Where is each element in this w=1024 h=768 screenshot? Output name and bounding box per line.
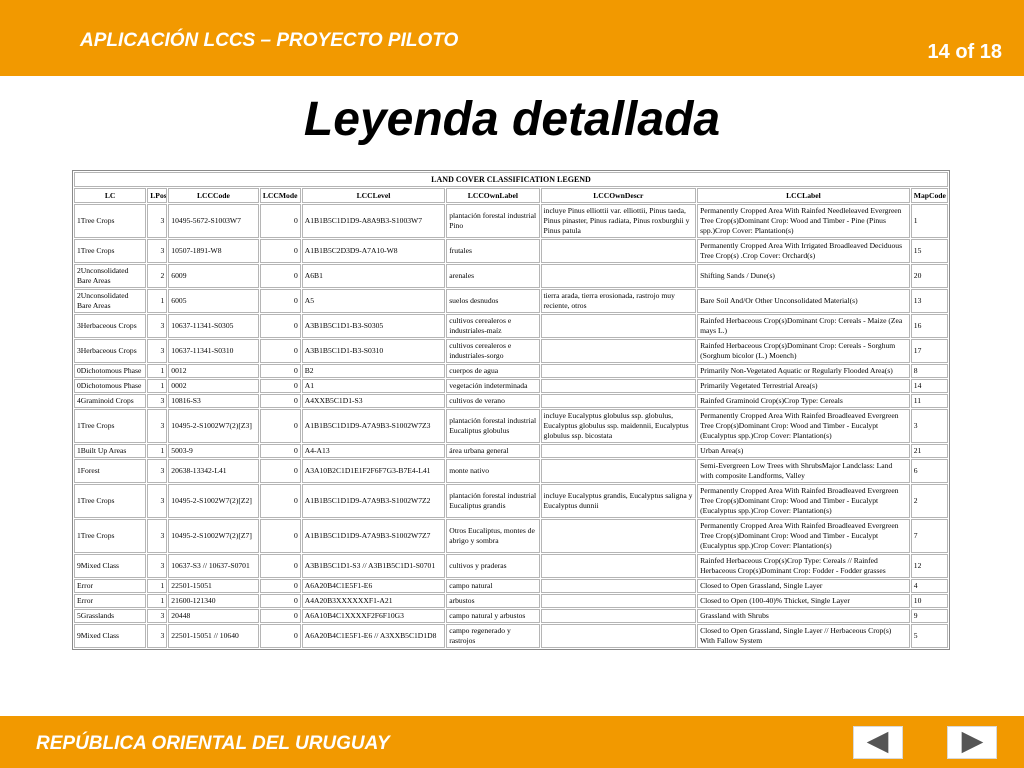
table-cell: 6 — [911, 459, 948, 483]
table-cell: 14 — [911, 379, 948, 393]
table-cell: Otros Eucaliptus, montes de abrigo y sombra — [446, 519, 539, 553]
table-cell: 0 — [260, 609, 301, 623]
table-cell — [541, 554, 697, 578]
table-cell: 1 — [147, 444, 167, 458]
table-cell: 0 — [260, 519, 301, 553]
table-cell: 5003-9 — [168, 444, 258, 458]
table-cell: 0 — [260, 594, 301, 608]
table-cell: 0012 — [168, 364, 258, 378]
table-cell: incluye Eucalyptus grandis, Eucalyptus saligna y Eucalyptus dunnii — [541, 484, 697, 518]
table-cell: Grassland with Shrubs — [697, 609, 910, 623]
table-cell: 22501-15051 // 10640 — [168, 624, 258, 648]
table-cell: cultivos cerealeros e industriales-maíz — [446, 314, 539, 338]
table-cell: 0 — [260, 484, 301, 518]
table-cell: 1Tree Crops — [74, 409, 146, 443]
table-cell: Rainfed Herbaceous Crop(s)Dominant Crop: Cereals - Sorghum (Sorghum bicolor (L.) Moench) — [697, 339, 910, 363]
table-cell: 0 — [260, 394, 301, 408]
table-cell: 3Herbaceous Crops — [74, 314, 146, 338]
table-cell: Primarily Vegetated Terrestrial Area(s) — [697, 379, 910, 393]
table-cell: 10637-S3 // 10637-S0701 — [168, 554, 258, 578]
table-cell: área urbana general — [446, 444, 539, 458]
table-cell: 0 — [260, 379, 301, 393]
slide-counter: 14 of 18 — [927, 41, 1002, 63]
table-cell: 0 — [260, 579, 301, 593]
country-name: REPÚBLICA ORIENTAL DEL URUGUAY — [36, 733, 390, 754]
column-header: LCCMode — [260, 188, 301, 203]
table-cell: 2Unconsolidated Bare Areas — [74, 289, 146, 313]
table-row — [74, 239, 948, 263]
column-header: LCCLabel — [697, 188, 910, 203]
table-row — [74, 484, 948, 518]
table-cell: monte nativo — [446, 459, 539, 483]
table-cell: A4-A13 — [302, 444, 445, 458]
table-cell: 10816-S3 — [168, 394, 258, 408]
table-cell: Permanently Cropped Area With Rainfed Broadleaved Evergreen Tree Crop(s)Dominant Crop: Wood and Timber - Eucalypt (Eucalyptus spp.)Crop Cover: Plantation(s) — [697, 519, 910, 553]
table-row — [74, 594, 948, 608]
table-cell: 0 — [260, 554, 301, 578]
table-cell: Shifting Sands / Dune(s) — [697, 264, 910, 288]
table-cell: 11 — [911, 394, 948, 408]
legend-table-container — [72, 170, 950, 650]
table-cell: 20638-13342-L41 — [168, 459, 258, 483]
table-cell: 1Forest — [74, 459, 146, 483]
table-cell: 1 — [147, 579, 167, 593]
table-cell: 3 — [147, 314, 167, 338]
table-cell: A3B1B5C1D1-B3-S0310 — [302, 339, 445, 363]
table-cell: campo natural — [446, 579, 539, 593]
table-cell: cultivos cerealeros e industriales-sorgo — [446, 339, 539, 363]
legend-table — [72, 170, 950, 650]
table-row — [74, 204, 948, 238]
column-header: LCCOwnLabel — [446, 188, 539, 203]
table-row — [74, 339, 948, 363]
table-cell: arenales — [446, 264, 539, 288]
table-cell: 3 — [911, 409, 948, 443]
table-cell: 1Tree Crops — [74, 204, 146, 238]
table-cell: 3 — [147, 409, 167, 443]
table-cell: 1 — [147, 594, 167, 608]
table-cell — [541, 444, 697, 458]
table-cell: A1B1B5C2D3D9-A7A10-W8 — [302, 239, 445, 263]
table-cell: 10 — [911, 594, 948, 608]
table-cell: 1Tree Crops — [74, 519, 146, 553]
table-cell: 1 — [911, 204, 948, 238]
table-cell: campo natural y arbustos — [446, 609, 539, 623]
table-cell: frutales — [446, 239, 539, 263]
table-cell: 17 — [911, 339, 948, 363]
table-row — [74, 554, 948, 578]
column-header: LCCCode — [168, 188, 258, 203]
table-cell: 2 — [147, 264, 167, 288]
table-cell — [541, 364, 697, 378]
table-cell: 10637-11341-S0310 — [168, 339, 258, 363]
table-cell: 3 — [147, 484, 167, 518]
table-cell: A6A10B4C1XXXXF2F6F10G3 — [302, 609, 445, 623]
table-cell: 3 — [147, 239, 167, 263]
table-cell: 20 — [911, 264, 948, 288]
column-header: LCCOwnDescr — [541, 188, 697, 203]
table-cell: 5 — [911, 624, 948, 648]
table-cell: incluye Eucalyptus globulus ssp. globulus, Eucalyptus globulus ssp. maidennii, Eucalyptus globulus ssp. bicostata — [541, 409, 697, 443]
table-cell: A4XXB5C1D1-S3 — [302, 394, 445, 408]
table-cell: A1 — [302, 379, 445, 393]
arrow-left-icon — [854, 727, 902, 758]
table-cell — [541, 394, 697, 408]
table-cell: 0 — [260, 264, 301, 288]
column-header: MapCode — [911, 188, 948, 203]
table-row — [74, 444, 948, 458]
column-header: LCCLevel — [302, 188, 445, 203]
table-cell: campo regenerado y rastrojos — [446, 624, 539, 648]
table-cell: 10495-2-S1002W7(2)[Z3] — [168, 409, 258, 443]
table-cell: 3Herbaceous Crops — [74, 339, 146, 363]
table-cell: A6A20B4C1E5F1-E6 — [302, 579, 445, 593]
table-cell: A4A20B3XXXXXXF1-A21 — [302, 594, 445, 608]
table-row — [74, 609, 948, 623]
table-cell: Rainfed Graminoid Crop(s)Crop Type: Cereals — [697, 394, 910, 408]
table-cell: 0 — [260, 289, 301, 313]
table-cell: 15 — [911, 239, 948, 263]
table-cell: 4 — [911, 579, 948, 593]
previous-slide-button[interactable] — [853, 726, 903, 759]
table-cell: 0 — [260, 459, 301, 483]
table-cell — [541, 519, 697, 553]
table-row — [74, 314, 948, 338]
table-row — [74, 459, 948, 483]
table-cell: Permanently Cropped Area With Rainfed Needleleaved Evergreen Tree Crop(s)Dominant Crop: Wood and Timber - Pine (Pinus spp.)Crop Cover: Plantation(s) — [697, 204, 910, 238]
table-row — [74, 409, 948, 443]
table-cell: Semi-Evergreen Low Trees with ShrubsMajor Landclass: Land with composite Landforms, Valley — [697, 459, 910, 483]
table-cell: Permanently Cropped Area With Rainfed Broadleaved Evergreen Tree Crop(s)Dominant Crop: Wood and Timber - Eucalypt (Eucalyptus spp.)Crop Cover: Plantation(s) — [697, 484, 910, 518]
column-header: LPos — [147, 188, 167, 203]
table-cell: incluye Pinus elliottii var. elliottii, Pinus taeda, Pinus pinaster, Pinus radiata, Pinus roxburghii y Pinus patula — [541, 204, 697, 238]
table-cell: 10495-5672-S1003W7 — [168, 204, 258, 238]
table-cell: 0Dichotomous Phase — [74, 364, 146, 378]
table-cell: 0 — [260, 314, 301, 338]
table-cell: A1B1B5C1D1D9-A8A9B3-S1003W7 — [302, 204, 445, 238]
slide-heading: Leyenda detallada — [303, 93, 721, 146]
table-cell: 10495-2-S1002W7(2)[Z2] — [168, 484, 258, 518]
table-cell: cultivos y praderas — [446, 554, 539, 578]
table-row — [74, 379, 948, 393]
table-row — [74, 624, 948, 648]
table-cell: 0Dichotomous Phase — [74, 379, 146, 393]
table-row — [74, 394, 948, 408]
table-cell: 3 — [147, 609, 167, 623]
table-cell: 2Unconsolidated Bare Areas — [74, 264, 146, 288]
table-cell: 6005 — [168, 289, 258, 313]
table-cell: 3 — [147, 624, 167, 648]
table-cell: 0002 — [168, 379, 258, 393]
table-cell: 1Tree Crops — [74, 239, 146, 263]
table-cell: 10495-2-S1002W7(2)[Z7] — [168, 519, 258, 553]
table-cell: 0 — [260, 339, 301, 363]
table-cell: 7 — [911, 519, 948, 553]
table-cell — [541, 339, 697, 363]
table-cell: 1 — [147, 379, 167, 393]
table-cell: 4Graminoid Crops — [74, 394, 146, 408]
table-cell — [541, 239, 697, 263]
table-cell: Closed to Open (100-40)% Thicket, Single Layer — [697, 594, 910, 608]
table-header-row — [74, 188, 948, 203]
table-cell: Closed to Open Grassland, Single Layer // Herbaceous Crop(s) With Fallow System — [697, 624, 910, 648]
table-cell: 0 — [260, 624, 301, 648]
table-cell: 21 — [911, 444, 948, 458]
table-cell: 21600-121340 — [168, 594, 258, 608]
table-cell: 8 — [911, 364, 948, 378]
table-cell: 5Grasslands — [74, 609, 146, 623]
table-cell: Error — [74, 579, 146, 593]
table-row — [74, 364, 948, 378]
table-cell — [541, 594, 697, 608]
presentation-title: APLICACIÓN LCCS – PROYECTO PILOTO — [80, 30, 459, 51]
table-cell: 0 — [260, 364, 301, 378]
table-cell: A1B1B5C1D1D9-A7A9B3-S1002W7Z3 — [302, 409, 445, 443]
table-row — [74, 579, 948, 593]
table-cell: 0 — [260, 239, 301, 263]
table-body — [74, 204, 948, 648]
table-cell — [541, 314, 697, 338]
table-cell: Primarily Non-Vegetated Aquatic or Regularly Flooded Area(s) — [697, 364, 910, 378]
table-cell: A6A20B4C1E5F1-E6 // A3XXB5C1D1D8 — [302, 624, 445, 648]
header-bar — [0, 0, 1024, 76]
table-cell — [541, 609, 697, 623]
table-cell: Rainfed Herbaceous Crop(s)Dominant Crop: Cereals - Maize (Zea mays L.) — [697, 314, 910, 338]
table-cell: 0 — [260, 204, 301, 238]
table-cell: 0 — [260, 409, 301, 443]
table-cell: 6009 — [168, 264, 258, 288]
table-cell: Bare Soil And/Or Other Unconsolidated Material(s) — [697, 289, 910, 313]
table-cell: 1Built Up Areas — [74, 444, 146, 458]
table-cell: 3 — [147, 204, 167, 238]
table-cell: plantación forestal industrial Eucaliptus globulus — [446, 409, 539, 443]
table-cell: 1 — [147, 289, 167, 313]
table-cell: 9Mixed Class — [74, 554, 146, 578]
table-cell: 10637-11341-S0305 — [168, 314, 258, 338]
table-cell: 3 — [147, 339, 167, 363]
table-cell: plantación forestal industrial Pino — [446, 204, 539, 238]
table-cell — [541, 624, 697, 648]
table-cell: Rainfed Herbaceous Crop(s)Crop Type: Cereals // Rainfed Herbaceous Crop(s)Dominant Crop: Fodder - Fodder grasses — [697, 554, 910, 578]
table-cell: 0 — [260, 444, 301, 458]
table-cell: arbustos — [446, 594, 539, 608]
table-cell: vegetación indeterminada — [446, 379, 539, 393]
table-cell — [541, 264, 697, 288]
table-cell: 9 — [911, 609, 948, 623]
table-cell: 3 — [147, 554, 167, 578]
table-cell: 10507-1891-W8 — [168, 239, 258, 263]
table-cell: 22501-15051 — [168, 579, 258, 593]
column-header: LC — [74, 188, 146, 203]
table-cell: 3 — [147, 394, 167, 408]
table-cell — [541, 579, 697, 593]
table-cell: B2 — [302, 364, 445, 378]
table-cell: A1B1B5C1D1D9-A7A9B3-S1002W7Z2 — [302, 484, 445, 518]
table-cell: 12 — [911, 554, 948, 578]
table-cell: 20448 — [168, 609, 258, 623]
table-cell: cultivos de verano — [446, 394, 539, 408]
table-cell: Urban Area(s) — [697, 444, 910, 458]
table-caption: LAND COVER CLASSIFICATION LEGEND — [74, 172, 948, 187]
table-cell: cuerpos de agua — [446, 364, 539, 378]
table-cell: suelos desnudos — [446, 289, 539, 313]
table-cell — [541, 459, 697, 483]
table-cell: A3A10B2C1D1E1F2F6F7G3-B7E4-L41 — [302, 459, 445, 483]
table-cell: 9Mixed Class — [74, 624, 146, 648]
table-cell: 1Tree Crops — [74, 484, 146, 518]
table-cell: Closed to Open Grassland, Single Layer — [697, 579, 910, 593]
table-cell: A6B1 — [302, 264, 445, 288]
table-cell: plantación forestal industrial Eucaliptus grandis — [446, 484, 539, 518]
table-row — [74, 519, 948, 553]
next-slide-button[interactable] — [947, 726, 997, 759]
table-cell: Error — [74, 594, 146, 608]
table-cell: Permanently Cropped Area With Irrigated Broadleaved Deciduous Tree Crop(s) .Crop Cover: Orchard(s) — [697, 239, 910, 263]
table-cell: 16 — [911, 314, 948, 338]
table-cell: 13 — [911, 289, 948, 313]
table-cell: 2 — [911, 484, 948, 518]
table-cell: 3 — [147, 519, 167, 553]
table-cell: A5 — [302, 289, 445, 313]
table-cell: 3 — [147, 459, 167, 483]
table-cell — [541, 379, 697, 393]
table-cell: A3B1B5C1D1-S3 // A3B1B5C1D1-S0701 — [302, 554, 445, 578]
table-cell: tierra arada, tierra erosionada, rastrojo muy reciente, otros — [541, 289, 697, 313]
table-row — [74, 289, 948, 313]
table-cell: A3B1B5C1D1-B3-S0305 — [302, 314, 445, 338]
arrow-right-icon — [948, 727, 996, 758]
table-cell: Permanently Cropped Area With Rainfed Broadleaved Evergreen Tree Crop(s)Dominant Crop: Wood and Timber - Eucalypt (Eucalyptus spp.)Crop Cover: Plantation(s) — [697, 409, 910, 443]
table-cell: A1B1B5C1D1D9-A7A9B3-S1002W7Z7 — [302, 519, 445, 553]
table-cell: 1 — [147, 364, 167, 378]
table-row — [74, 264, 948, 288]
